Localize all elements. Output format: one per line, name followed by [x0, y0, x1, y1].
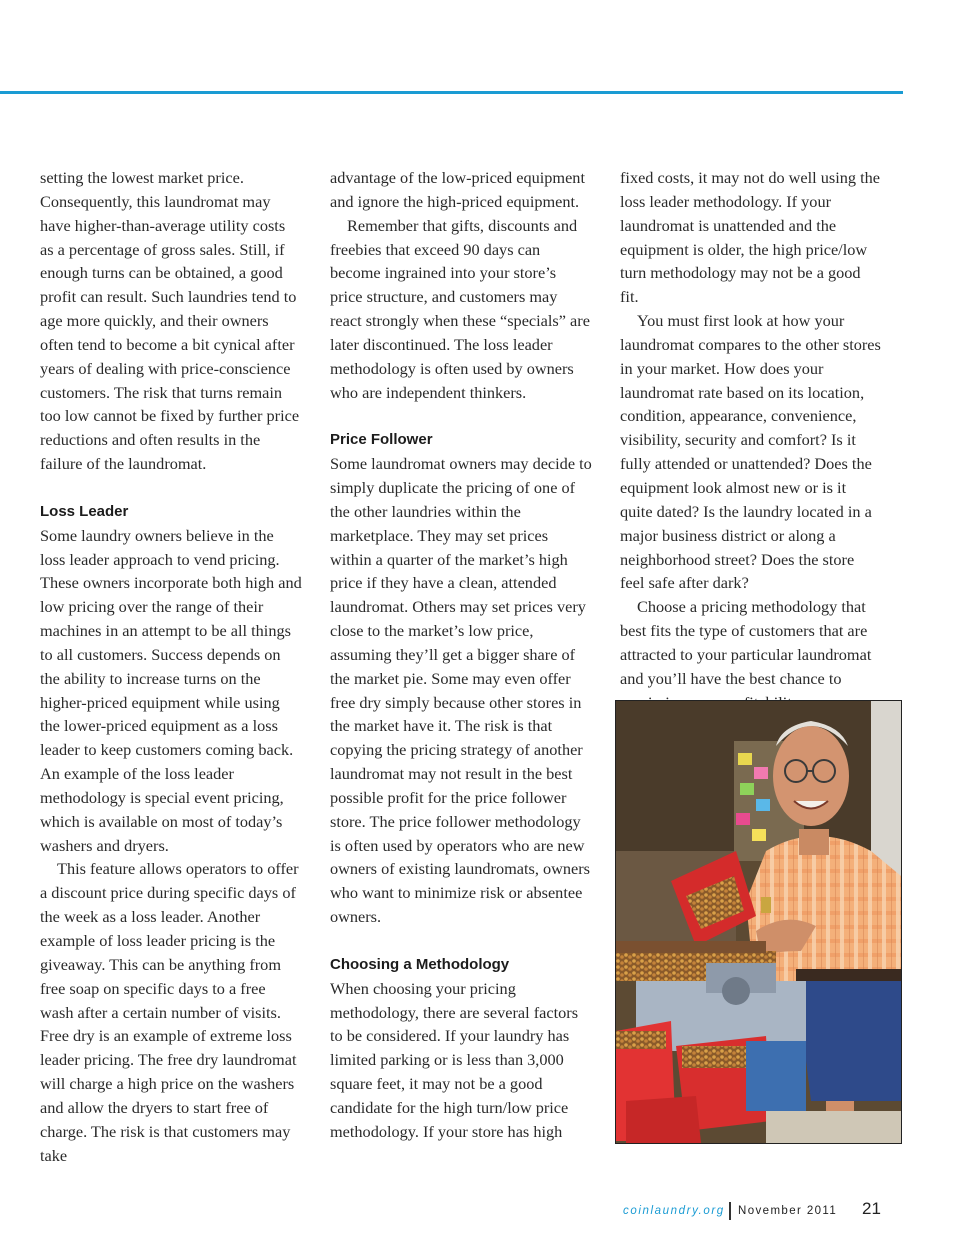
- paragraph: setting the lowest market price. Consequently, this laundromat may have higher-than-average utility costs as a percentage of gross sales. Still, if enough turns can be obtained, a good profit can result. Such laundries tend to age more quickly, and their owners often tend to become a bit cynical after years of dealing with price-conscience customers. The risk that turns remain too low cannot be fixed by further price reductions and often results in the failure of the laundromat.: [40, 168, 300, 474]
- paragraph: Some laundry owners believe in the loss leader approach to vend pricing. These owners incorporate both high and low pricing over the range of their machines in an attempt to be all things to all customers. Success depends on the ability to increase turns on the higher-priced equipment while using the lower-priced equipment as a loss leader to keep customers coming back. An example of the loss leader methodology is special event pricing, which is available on most of today’s washers and dryers.: [40, 525, 302, 855]
- section-heading-price-follower: Price Follower: [330, 431, 433, 449]
- paragraph: When choosing your pricing methodology, there are several factors to be considered. If your laundry has limited parking or is less than 3,000 square feet, it may not be a good candidate for the high turn/low price methodology. If your store has high: [330, 978, 579, 1141]
- paragraph: fixed costs, it may not do well using the loss leader methodology. If your laundromat is unattended and the equipment is older, the high price/low turn methodology may not be a good fit.: [620, 168, 881, 307]
- footer-divider: [729, 1202, 731, 1220]
- section-heading-loss-leader: Loss Leader: [40, 502, 129, 520]
- paragraph: Choose a pricing methodology that best fits the type of customers that are attracted to your particular laundromat and you’ll have the best chance to: [620, 597, 872, 688]
- paragraph: This feature allows operators to offer a discount price during specific days of the week as a loss leader. Another example of loss leader pricing is the giveaway. This can be anything from free soap on specific days to a free wash after a certain number of visits. Free dry is an example of extreme loss leader pricing. The free dry laundromat will charge a high price on the washers and allow the dryers to start free of charge. The risk is that customers may take: [40, 859, 299, 1165]
- footer-issue-date: November 2011: [738, 1205, 838, 1217]
- paragraph: Remember that gifts, discounts and freebies that exceed 90 days can become ingrained into your store’s price structure, and customers may react strongly when these “specials” are later discontinued. The loss leader methodology is often used by owners who are independent thinkers.: [330, 215, 590, 402]
- page-number: 21: [862, 1199, 881, 1218]
- article-column-2: [330, 166, 592, 1144]
- article-column-1: [40, 166, 302, 1167]
- article-photo: [615, 700, 902, 1144]
- article-column-3: [620, 166, 882, 714]
- footer-site-link[interactable]: coinlaundry.org: [623, 1205, 725, 1217]
- paragraph: advantage of the low-priced equipment and ignore the high-priced equipment.: [330, 168, 585, 211]
- top-accent-rule: [0, 91, 903, 94]
- paragraph: Some laundromat owners may decide to simply duplicate the pricing of one of the other laundries within the marketplace. They may set prices within a quarter of the market’s high price if they have a clean, attended laundromat. Others may set prices very close to the market’s low price, assuming they’ll get a bigger share of the market pie. Some may even offer free dry simply because other stores in the market have it. The risk is that copying the pricing strategy of another laundromat may not result in the best possible profit for the price follower store. The price follower methodology is often used by operators who are new owners of existing laundromats, owners who want to minimize risk or absentee owners.: [330, 454, 592, 927]
- paragraph: You must first look at how your laundromat compares to the other stores in your market. How does your laundromat rate based on its location, condition, appearance, convenience, visibility, security and comfort? Is it fully attended or unattended? Does the equipment look almost new or is it quite dated? Is the laundry located in a major business district or along a neighborhood street? Does the store feel safe after dark?: [620, 311, 881, 593]
- photo-laundromat-owner-with-coins: [616, 701, 901, 1143]
- section-heading-choosing-methodology: Choosing a Methodology: [330, 955, 510, 973]
